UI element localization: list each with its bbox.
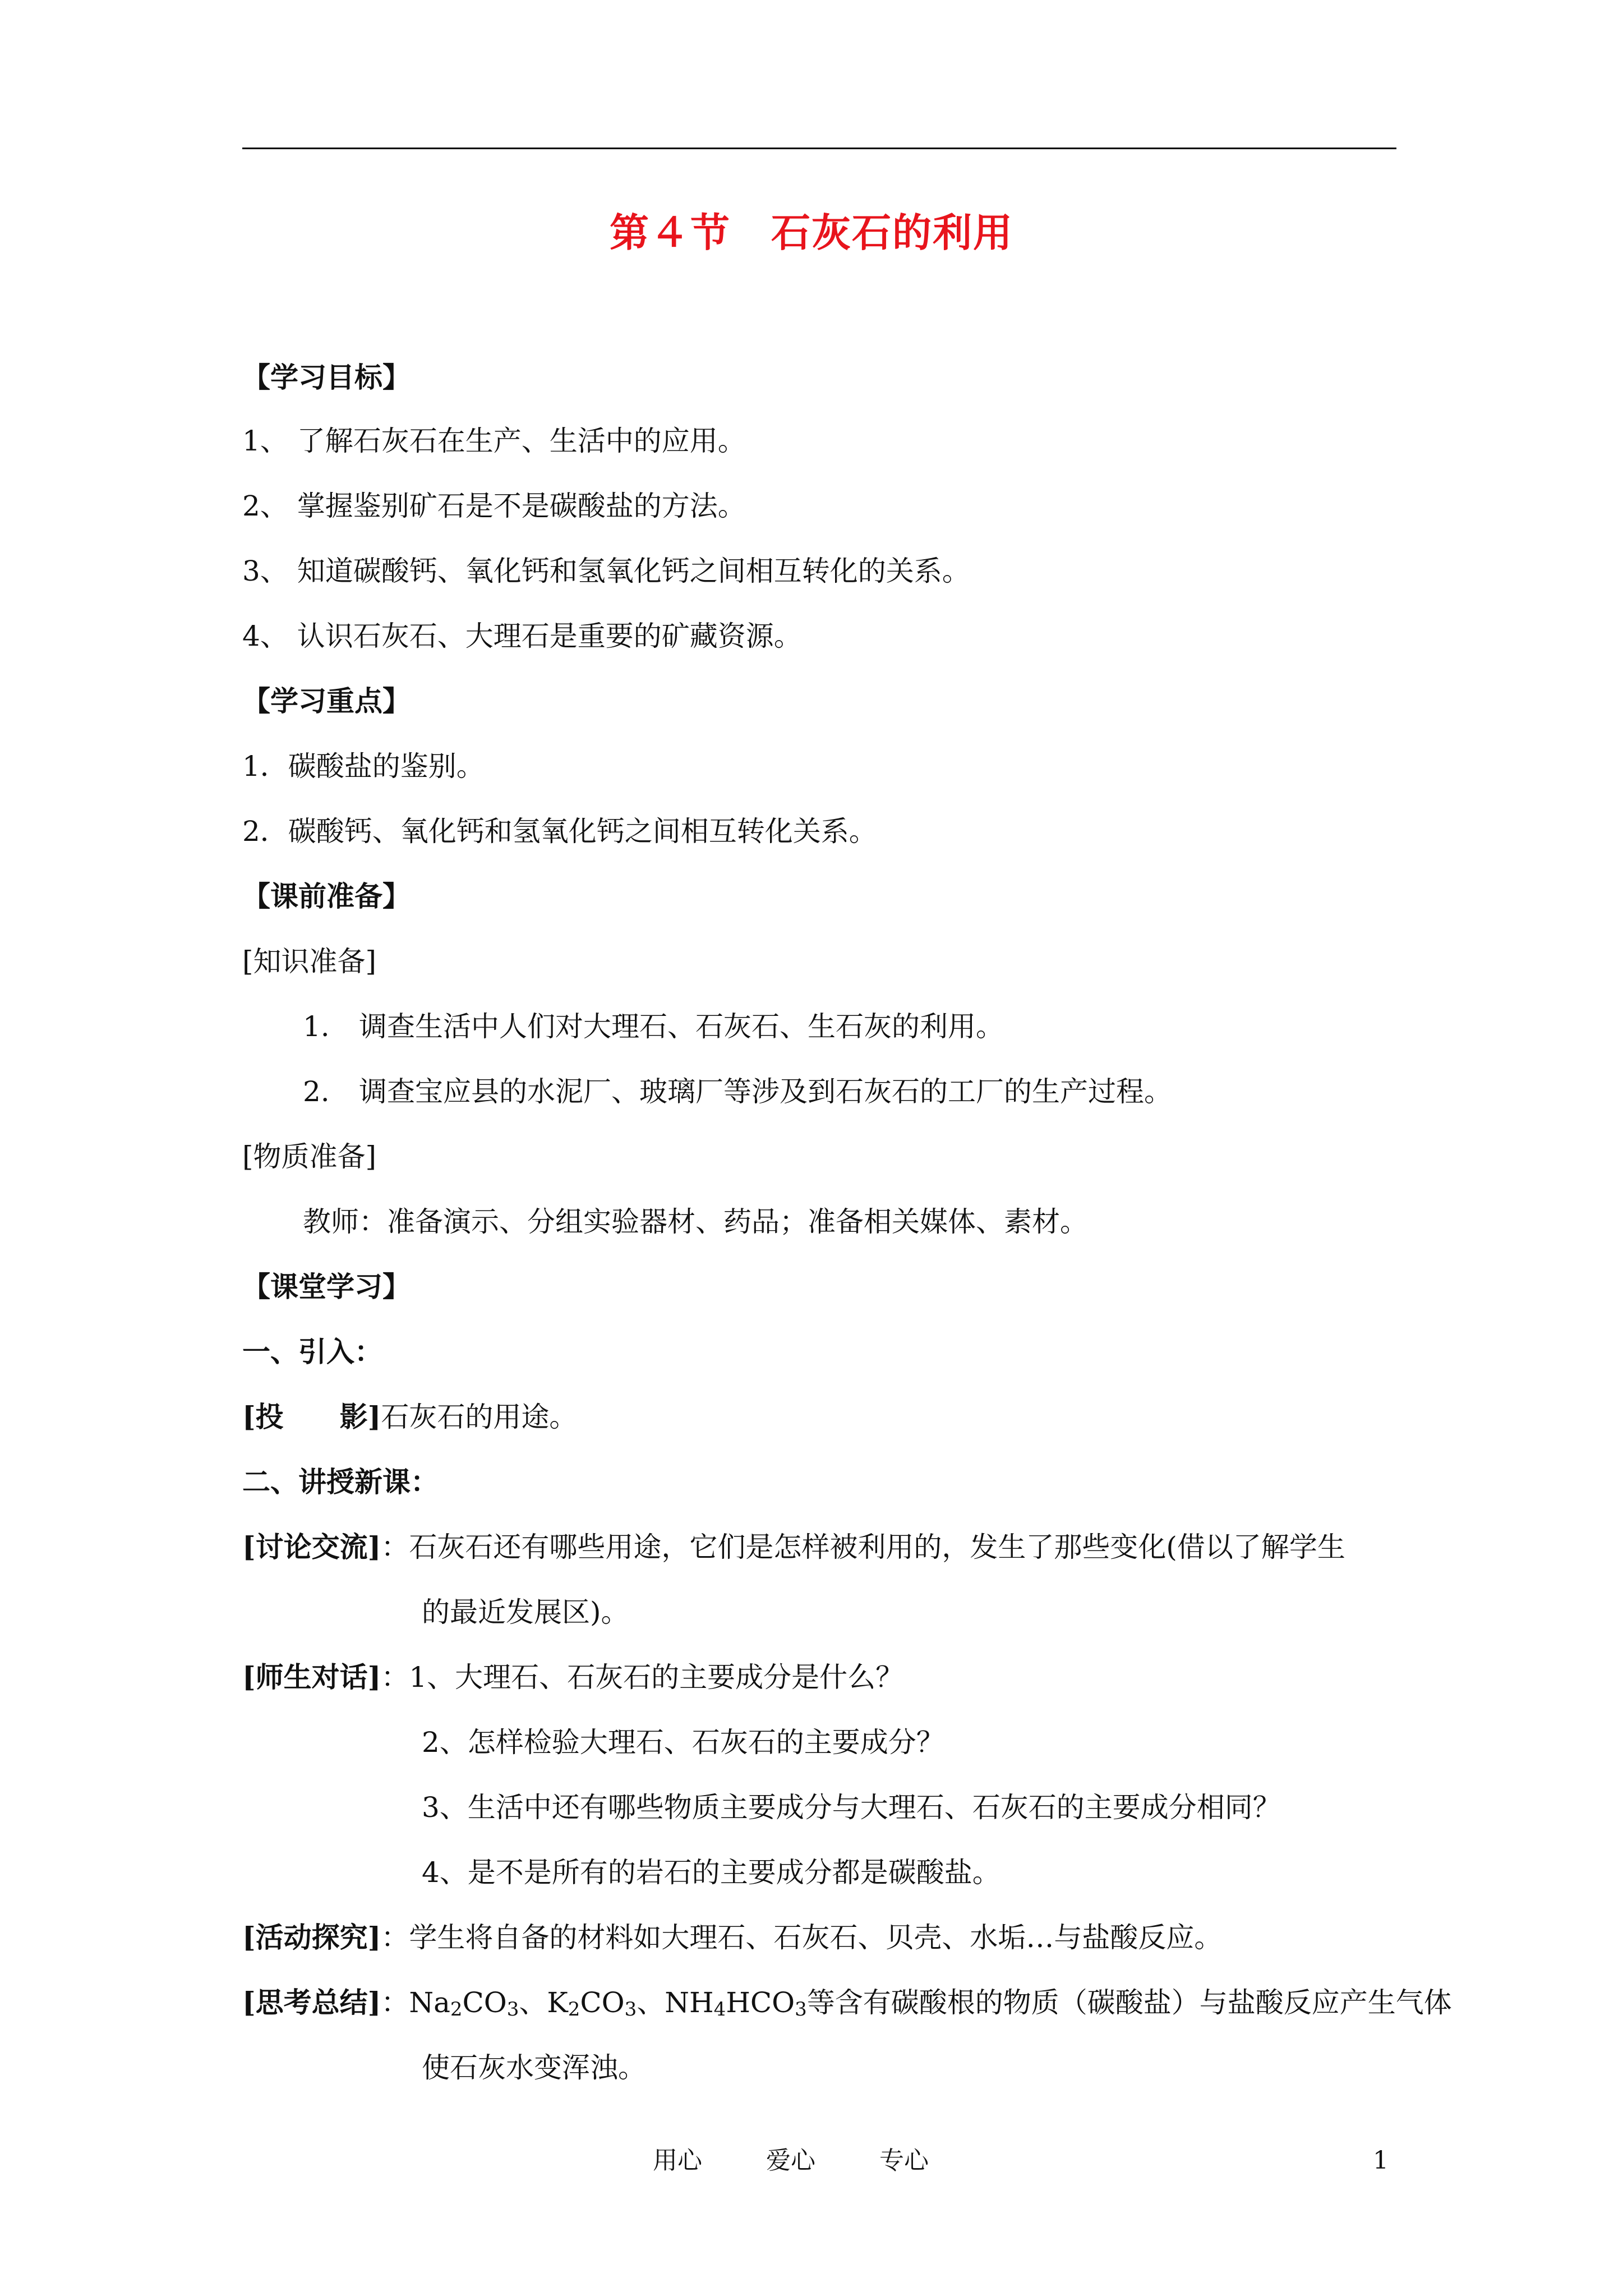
material-text: 教师：准备演示、分组实验器材、药品；准备相关媒体、素材。 (303, 1205, 1088, 1238)
key-points-heading: 【学习重点】 (242, 684, 411, 717)
discussion-continuation: 的最近发展区)。 (422, 1596, 629, 1628)
goal-item: 1、 了解石灰石在生产、生活中的应用。 (242, 425, 746, 457)
key-point-item: 2．碳酸钙、氧化钙和氢氧化钙之间相互转化关系。 (242, 815, 877, 848)
dialogue-item: 3、生活中还有哪些物质主要成分与大理石、石灰石的主要成分相同？ (422, 1791, 1281, 1824)
material-label: [物质准备] (242, 1140, 377, 1173)
goal-item: 2、 掌握鉴别矿石是不是碳酸盐的方法。 (242, 490, 746, 522)
knowledge-label: [知识准备] (242, 945, 377, 978)
learning-goals-heading: 【学习目标】 (242, 361, 411, 394)
intro-heading: 一、引入： (242, 1335, 382, 1368)
summary-tag: [思考总结] (242, 1986, 381, 2019)
preparation-heading: 【课前准备】 (242, 880, 411, 913)
classroom-heading: 【课堂学习】 (242, 1270, 411, 1303)
goal-item: 3、 知道碳酸钙、氧化钙和氢氧化钙之间相互转化的关系。 (242, 555, 970, 587)
item-number: 1. (303, 1010, 330, 1043)
summary-text: 等含有碳酸根的物质（碳酸盐）与盐酸反应产生气体 (806, 1986, 1452, 2019)
dialogue-tag: [师生对话] (242, 1660, 381, 1694)
activity-line (242, 1921, 1223, 1954)
item-number: 2. (303, 1075, 330, 1108)
projection-tag: [投 影] (242, 1400, 381, 1433)
knowledge-item (303, 1075, 1172, 1108)
footer-motto: 用心 (653, 2146, 702, 2175)
discussion-text: ：石灰石还有哪些用途，它们是怎样被利用的，发生了那些变化(借以了解学生 (381, 1531, 1345, 1563)
summary-continuation: 使石灰水变浑浊。 (422, 2051, 646, 2084)
item-text: 调查生活中人们对大理石、石灰石、生石灰的利用。 (359, 1010, 1004, 1043)
page-number: 1 (1373, 2146, 1389, 2175)
activity-tag: [活动探究] (242, 1921, 381, 1954)
dialogue-item: ：1、大理石、石灰石的主要成分是什么？ (381, 1661, 904, 1694)
item-text: 调查宝应县的水泥厂、玻璃厂等涉及到石灰石的工厂的生产过程。 (359, 1075, 1172, 1108)
projection-text: 石灰石的用途。 (381, 1401, 578, 1433)
key-point-item: 1．碳酸盐的鉴别。 (242, 750, 485, 783)
summary-line (242, 1986, 1452, 2021)
goal-item: 4、 认识石灰石、大理石是重要的矿藏资源。 (242, 620, 802, 652)
new-lesson-heading: 二、讲授新课： (242, 1465, 439, 1498)
page-title: 第４节 石灰石的利用 (610, 209, 1013, 256)
footer-motto: 爱心 (766, 2146, 815, 2175)
discussion-tag: [讨论交流] (242, 1530, 381, 1563)
dialogue-item: 4、是不是所有的岩石的主要成分都是碳酸盐。 (422, 1856, 1000, 1889)
knowledge-item (303, 1010, 1004, 1043)
dialogue-line (242, 1660, 904, 1694)
formula-text: ：$Na_2CO_3$、$K_2CO_3$、$NH_4HCO_3$ (381, 1986, 807, 2021)
discussion-line (242, 1530, 1345, 1563)
projection-line (242, 1400, 578, 1433)
dialogue-item: 2、怎样检验大理石、石灰石的主要成分？ (422, 1726, 944, 1759)
header-rule (242, 148, 1396, 149)
footer-motto: 专心 (879, 2146, 929, 2175)
activity-text: ：学生将自备的材料如大理石、石灰石、贝壳、水垢…与盐酸反应。 (381, 1921, 1223, 1954)
